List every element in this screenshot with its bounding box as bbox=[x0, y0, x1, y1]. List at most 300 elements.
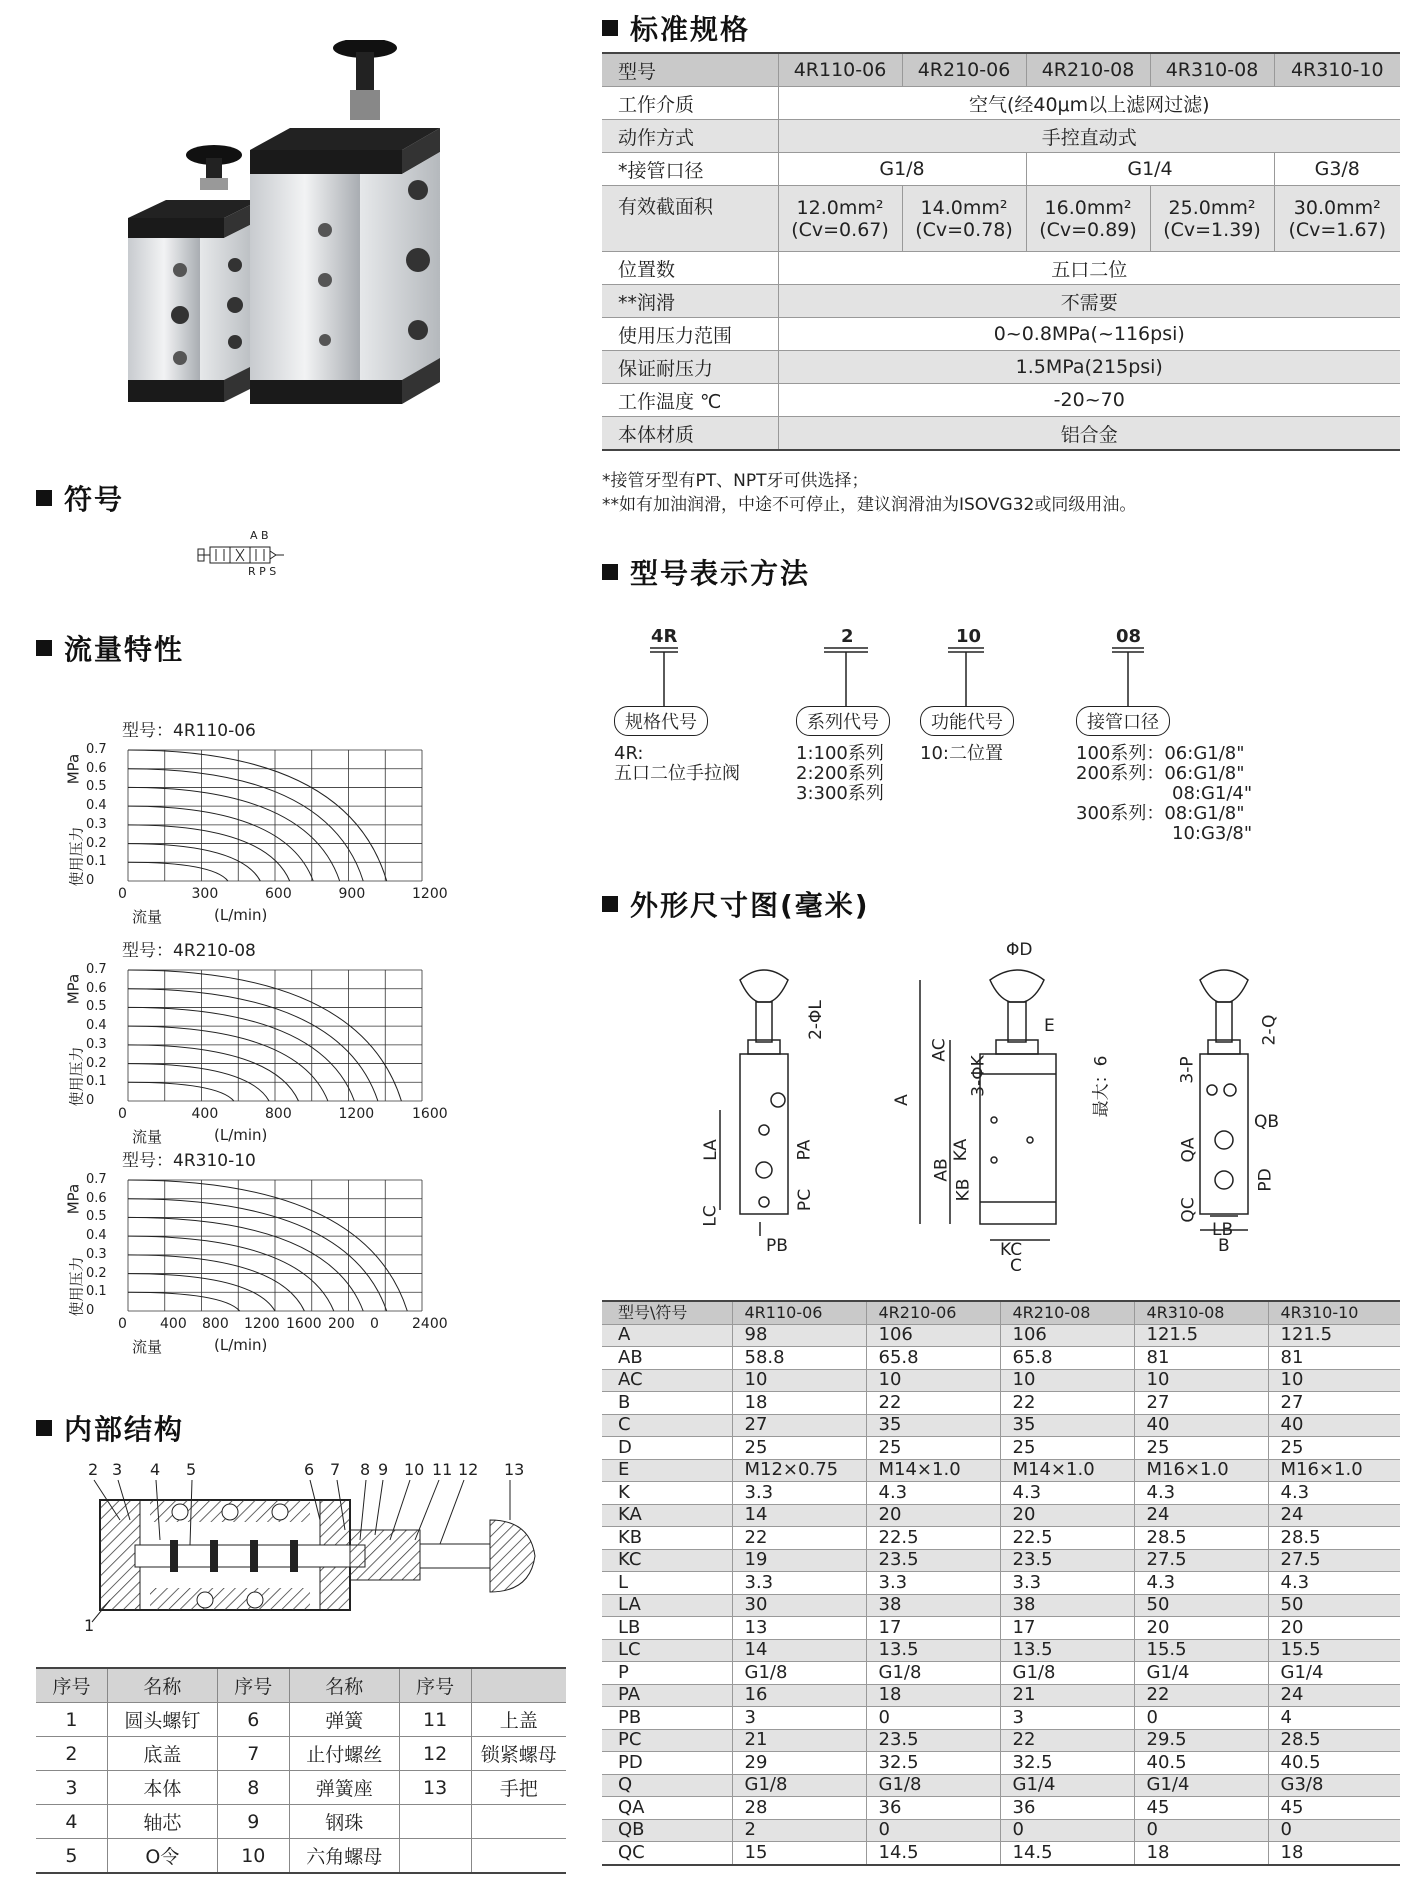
dims-cell: 45 bbox=[1268, 1797, 1400, 1820]
dims-cell: K bbox=[602, 1482, 732, 1505]
dims-cell: 65.8 bbox=[866, 1347, 1000, 1370]
spec-header-col: 4R310-10 bbox=[1274, 53, 1400, 87]
spec-header-col: 4R310-08 bbox=[1150, 53, 1274, 87]
x-tick-label: 1600 bbox=[286, 1316, 322, 1332]
y-tick-label: 0.4 bbox=[86, 1228, 107, 1244]
dims-title: 外形尺寸图(毫米) bbox=[602, 884, 870, 924]
dimension-label-k: 3-ΦK bbox=[968, 1055, 989, 1097]
internal-title: 内部结构 bbox=[36, 1408, 184, 1448]
x-tick-label: 200 bbox=[328, 1316, 355, 1332]
y-tick-label: 0.6 bbox=[86, 980, 107, 996]
parts-cell: 手把 bbox=[471, 1771, 566, 1805]
callout-number: 4 bbox=[150, 1460, 161, 1479]
dims-cell: 32.5 bbox=[866, 1752, 1000, 1775]
spec-value: G1/8 bbox=[778, 153, 1026, 186]
model-pill-spec: 规格代号 bbox=[614, 706, 708, 736]
dims-header-cell: 4R110-06 bbox=[732, 1301, 866, 1324]
spec-note-1: *接管牙型有PT、NPT牙可供选择； bbox=[602, 471, 869, 491]
dims-cell: 81 bbox=[1268, 1347, 1400, 1370]
dims-cell: AC bbox=[602, 1369, 732, 1392]
x-axis-unit: (L/min) bbox=[214, 1126, 268, 1144]
dimension-label-p3: 3-P bbox=[1177, 1056, 1198, 1084]
x-tick-label: 0 bbox=[118, 1316, 127, 1332]
x-tick-label: 0 bbox=[370, 1316, 379, 1332]
dims-cell: 10 bbox=[1000, 1369, 1134, 1392]
y-tick-label: 0.3 bbox=[86, 816, 107, 832]
dims-header-cell: 4R210-08 bbox=[1000, 1301, 1134, 1324]
parts-cell: 本体 bbox=[107, 1771, 217, 1805]
dims-cell: 22 bbox=[732, 1527, 866, 1550]
dims-cell: 28 bbox=[732, 1797, 866, 1820]
callout-number: 2 bbox=[88, 1460, 99, 1479]
dims-row bbox=[602, 1459, 1400, 1482]
y-tick-label: 0.4 bbox=[86, 1018, 107, 1034]
dims-row bbox=[602, 1482, 1400, 1505]
dims-cell: 15.5 bbox=[1268, 1639, 1400, 1662]
dims-cell: LC bbox=[602, 1639, 732, 1662]
dims-cell: 38 bbox=[866, 1594, 1000, 1617]
spec-label: 工作介质 bbox=[602, 87, 778, 120]
dims-cell: QB bbox=[602, 1819, 732, 1842]
model-code-port: 08 bbox=[1116, 626, 1142, 647]
dimension-label-l2: 2-ΦL bbox=[805, 1000, 826, 1040]
x-tick-label: 0 bbox=[118, 1106, 127, 1122]
dims-cell: M16×1.0 bbox=[1268, 1459, 1400, 1482]
dims-cell: 28.5 bbox=[1268, 1729, 1400, 1752]
x-axis-label: 流量 bbox=[132, 908, 163, 926]
flow-curve bbox=[128, 1292, 240, 1311]
parts-cell: 圆头螺钉 bbox=[107, 1703, 217, 1737]
dimension-label-e: E bbox=[1044, 1016, 1055, 1036]
dims-cell: 17 bbox=[866, 1617, 1000, 1640]
dimension-label-pa: PA bbox=[794, 1139, 815, 1161]
dims-row bbox=[602, 1594, 1400, 1617]
symbol-rps-label: R P S bbox=[248, 565, 277, 578]
dims-cell: 121.5 bbox=[1134, 1324, 1268, 1347]
parts-table bbox=[36, 1667, 566, 1874]
y-tick-label: 0.5 bbox=[86, 999, 107, 1015]
dims-cell: PB bbox=[602, 1707, 732, 1730]
y-tick-label: 0.3 bbox=[86, 1246, 107, 1262]
x-tick-label: 1200 bbox=[244, 1316, 280, 1332]
dims-cell: Q bbox=[602, 1774, 732, 1797]
dims-cell: M14×1.0 bbox=[866, 1459, 1000, 1482]
dims-cell: PD bbox=[602, 1752, 732, 1775]
dimension-label-la: LA bbox=[700, 1139, 721, 1161]
dimension-label-qa: QA bbox=[1178, 1137, 1199, 1163]
parts-cell: 5 bbox=[36, 1839, 107, 1874]
model-desc-port: 100系列：06:G1/8" 200系列：06:G1/8" 08:G1/4" 300系列：08:G1/8" 10:G3/8" bbox=[1076, 743, 1253, 844]
y-tick-label: 0.7 bbox=[86, 962, 107, 977]
dims-cell: KA bbox=[602, 1504, 732, 1527]
dims-header-cell: 4R210-06 bbox=[866, 1301, 1000, 1324]
dims-cell: 58.8 bbox=[732, 1347, 866, 1370]
y-tick-label: 0.1 bbox=[86, 1284, 107, 1300]
y-tick-label: 0.5 bbox=[86, 1209, 107, 1225]
y-axis-label: 使用压力 bbox=[67, 1256, 86, 1317]
y-tick-label: 0 bbox=[86, 873, 95, 888]
model-pill-function: 功能代号 bbox=[920, 706, 1014, 736]
model-pill-port: 接管口径 bbox=[1076, 706, 1170, 736]
dims-cell: 4.3 bbox=[1134, 1572, 1268, 1595]
dims-row bbox=[602, 1842, 1400, 1865]
callout-number: 11 bbox=[432, 1460, 453, 1479]
parts-cell: 2 bbox=[36, 1737, 107, 1771]
x-tick-label: 2400 bbox=[412, 1316, 448, 1332]
dims-cell: QC bbox=[602, 1842, 732, 1865]
x-tick-label: 600 bbox=[265, 886, 292, 902]
dims-row bbox=[602, 1324, 1400, 1347]
dimension-label-q2: 2-Q bbox=[1259, 1014, 1280, 1046]
flow-curve bbox=[128, 862, 228, 881]
spec-value: 五口二位 bbox=[778, 252, 1400, 285]
parts-cell: 六角螺母 bbox=[289, 1839, 399, 1874]
parts-cell: 4 bbox=[36, 1805, 107, 1839]
parts-cell bbox=[399, 1839, 471, 1874]
parts-cell: 上盖 bbox=[471, 1703, 566, 1737]
flow-curve bbox=[128, 1217, 363, 1311]
parts-cell: 8 bbox=[217, 1771, 289, 1805]
dims-cell: 25 bbox=[1268, 1437, 1400, 1460]
dims-cell: M14×1.0 bbox=[1000, 1459, 1134, 1482]
parts-cell: 6 bbox=[217, 1703, 289, 1737]
dims-cell: 27.5 bbox=[1268, 1549, 1400, 1572]
dimension-label-pc: PC bbox=[795, 1188, 816, 1212]
dims-cell: 23.5 bbox=[866, 1549, 1000, 1572]
dimension-label-lb: LB bbox=[1212, 1220, 1234, 1240]
dims-row bbox=[602, 1414, 1400, 1437]
dims-row bbox=[602, 1639, 1400, 1662]
dims-cell: 24 bbox=[1268, 1504, 1400, 1527]
dims-cell: 27 bbox=[1268, 1392, 1400, 1415]
dimension-label-pd: PD bbox=[1255, 1168, 1276, 1192]
dims-cell: 13 bbox=[732, 1617, 866, 1640]
dims-cell: 106 bbox=[1000, 1324, 1134, 1347]
dimension-labels bbox=[700, 940, 1300, 1276]
dims-row bbox=[602, 1729, 1400, 1752]
parts-cell bbox=[471, 1805, 566, 1839]
parts-cell: 轴芯 bbox=[107, 1805, 217, 1839]
dims-cell: 20 bbox=[866, 1504, 1000, 1527]
dims-cell: KB bbox=[602, 1527, 732, 1550]
x-tick-label: 1600 bbox=[412, 1106, 448, 1122]
y-tick-label: 0 bbox=[86, 1093, 95, 1108]
spec-value: 0~0.8MPa(~116psi) bbox=[778, 318, 1400, 351]
callout-number: 12 bbox=[458, 1460, 479, 1479]
parts-row bbox=[36, 1737, 566, 1771]
dimensions-table bbox=[602, 1300, 1400, 1866]
dims-cell: 23.5 bbox=[1000, 1549, 1134, 1572]
dims-cell: 25 bbox=[1134, 1437, 1268, 1460]
flow-chart-2-title: 型号：4R210-08 bbox=[122, 941, 256, 961]
dims-cell: 3.3 bbox=[732, 1482, 866, 1505]
spec-value: G3/8 bbox=[1274, 153, 1400, 186]
spec-label: 位置数 bbox=[602, 252, 778, 285]
dims-cell: E bbox=[602, 1459, 732, 1482]
dims-cell: M16×1.0 bbox=[1134, 1459, 1268, 1482]
dims-header-row bbox=[602, 1301, 1400, 1324]
x-axis-label: 流量 bbox=[132, 1338, 163, 1356]
dims-cell: 2 bbox=[732, 1819, 866, 1842]
dims-cell: 27.5 bbox=[1134, 1549, 1268, 1572]
dims-cell: 22 bbox=[1000, 1729, 1134, 1752]
dims-cell: 14.5 bbox=[866, 1842, 1000, 1865]
dims-cell: 18 bbox=[732, 1392, 866, 1415]
dims-cell: 4.3 bbox=[1000, 1482, 1134, 1505]
model-desc-spec: 4R: 五口二位手拉阀 bbox=[614, 743, 740, 784]
spec-value: 不需要 bbox=[778, 285, 1400, 318]
dims-cell: 0 bbox=[1134, 1707, 1268, 1730]
dimension-label-phid: ΦD bbox=[1006, 940, 1033, 960]
dims-cell: 36 bbox=[1000, 1797, 1134, 1820]
flow-curve bbox=[128, 1255, 304, 1311]
dims-cell: 16 bbox=[732, 1684, 866, 1707]
dims-cell: 24 bbox=[1134, 1504, 1268, 1527]
y-axis-unit: MPa bbox=[64, 973, 83, 1005]
callout-number: 10 bbox=[404, 1460, 425, 1479]
symbol-title: 符号 bbox=[36, 478, 124, 518]
spec-table bbox=[602, 52, 1400, 451]
dimension-label-c: C bbox=[1010, 1256, 1022, 1276]
dims-cell: 25 bbox=[866, 1437, 1000, 1460]
flow-chart-4r110 bbox=[64, 716, 470, 926]
dims-cell: 3 bbox=[732, 1707, 866, 1730]
dims-cell: 23.5 bbox=[866, 1729, 1000, 1752]
dims-cell: 4.3 bbox=[1268, 1572, 1400, 1595]
dims-cell: 40.5 bbox=[1134, 1752, 1268, 1775]
y-tick-label: 0.7 bbox=[86, 1172, 107, 1187]
spec-value: 1.5MPa(215psi) bbox=[778, 351, 1400, 384]
dims-cell: 20 bbox=[1000, 1504, 1134, 1527]
dims-cell: 14 bbox=[732, 1639, 866, 1662]
y-axis-unit: MPa bbox=[64, 1183, 83, 1215]
callout-number: 6 bbox=[304, 1460, 315, 1479]
dims-cell: 0 bbox=[1134, 1819, 1268, 1842]
parts-cell: 12 bbox=[399, 1737, 471, 1771]
dims-cell: 50 bbox=[1134, 1594, 1268, 1617]
dims-header-cell: 型号\符号 bbox=[602, 1301, 732, 1324]
dims-cell: PC bbox=[602, 1729, 732, 1752]
dims-row bbox=[602, 1617, 1400, 1640]
dims-cell: LB bbox=[602, 1617, 732, 1640]
flow-curve bbox=[128, 1045, 299, 1101]
dims-row bbox=[602, 1437, 1400, 1460]
dims-cell: 35 bbox=[1000, 1414, 1134, 1437]
model-pill-series: 系列代号 bbox=[796, 706, 890, 736]
y-tick-label: 0.4 bbox=[86, 798, 107, 814]
product-photo bbox=[120, 40, 460, 420]
dims-row bbox=[602, 1572, 1400, 1595]
dims-cell: 3 bbox=[1000, 1707, 1134, 1730]
y-axis-label: 使用压力 bbox=[67, 1046, 86, 1107]
parts-header-cell: 序号 bbox=[36, 1668, 107, 1703]
dims-cell: 22.5 bbox=[866, 1527, 1000, 1550]
dims-cell: 65.8 bbox=[1000, 1347, 1134, 1370]
dimension-label-qb: QB bbox=[1254, 1112, 1280, 1132]
dims-row bbox=[602, 1527, 1400, 1550]
dims-cell: 29.5 bbox=[1134, 1729, 1268, 1752]
x-tick-label: 400 bbox=[160, 1316, 187, 1332]
callout-number: 1 bbox=[84, 1616, 95, 1635]
dims-cell: 20 bbox=[1134, 1617, 1268, 1640]
dims-cell: G1/8 bbox=[732, 1774, 866, 1797]
dims-cell: PA bbox=[602, 1684, 732, 1707]
model-desc-series: 1:100系列 2:200系列 3:300系列 bbox=[796, 743, 884, 804]
dims-row bbox=[602, 1662, 1400, 1685]
parts-header-row bbox=[36, 1668, 566, 1703]
parts-cell: 10 bbox=[217, 1839, 289, 1874]
dims-cell: B bbox=[602, 1392, 732, 1415]
dims-cell: 14.5 bbox=[1000, 1842, 1134, 1865]
x-tick-label: 300 bbox=[191, 886, 219, 902]
dims-cell: G1/8 bbox=[732, 1662, 866, 1685]
dims-cell: 45 bbox=[1134, 1797, 1268, 1820]
dims-cell: QA bbox=[602, 1797, 732, 1820]
dims-cell: 22.5 bbox=[1000, 1527, 1134, 1550]
dims-row bbox=[602, 1819, 1400, 1842]
x-tick-label: 1200 bbox=[338, 1106, 375, 1122]
spec-label: 有效截面积 bbox=[602, 186, 778, 252]
dims-cell: 22 bbox=[1134, 1684, 1268, 1707]
flow-chart-3-title: 型号：4R310-10 bbox=[122, 1151, 256, 1171]
dims-cell: 27 bbox=[1134, 1392, 1268, 1415]
parts-cell bbox=[471, 1839, 566, 1874]
y-tick-label: 0.1 bbox=[86, 1074, 107, 1090]
dims-cell: KC bbox=[602, 1549, 732, 1572]
spec-label: 本体材质 bbox=[602, 417, 778, 451]
dims-cell: 17 bbox=[1000, 1617, 1134, 1640]
model-code-series: 4R bbox=[651, 626, 678, 647]
parts-cell: 11 bbox=[399, 1703, 471, 1737]
dims-cell: 22 bbox=[1000, 1392, 1134, 1415]
spec-area-cell: 30.0mm² (Cv=1.67) bbox=[1274, 186, 1400, 252]
dims-cell: 40 bbox=[1134, 1414, 1268, 1437]
dims-cell: 10 bbox=[732, 1369, 866, 1392]
dims-cell: 38 bbox=[1000, 1594, 1134, 1617]
parts-cell: 底盖 bbox=[107, 1737, 217, 1771]
dims-header-cell: 4R310-08 bbox=[1134, 1301, 1268, 1324]
dims-cell: 13.5 bbox=[866, 1639, 1000, 1662]
parts-header-cell: 序号 bbox=[399, 1668, 471, 1703]
parts-cell: 弹簧 bbox=[289, 1703, 399, 1737]
callout-number: 5 bbox=[186, 1460, 197, 1479]
dims-row bbox=[602, 1797, 1400, 1820]
spec-area-cell: 14.0mm² (Cv=0.78) bbox=[902, 186, 1026, 252]
dimension-label-kc: KC bbox=[1000, 1240, 1023, 1260]
dimension-label-a: A bbox=[891, 1094, 912, 1106]
flow-chart-4r210 bbox=[64, 936, 470, 1146]
parts-cell: 13 bbox=[399, 1771, 471, 1805]
dims-cell: 35 bbox=[866, 1414, 1000, 1437]
dims-cell: 3.3 bbox=[1000, 1572, 1134, 1595]
x-tick-label: 800 bbox=[202, 1316, 229, 1332]
dims-cell: G1/8 bbox=[866, 1774, 1000, 1797]
dims-cell: 81 bbox=[1134, 1347, 1268, 1370]
y-tick-label: 0 bbox=[86, 1303, 95, 1318]
dims-cell: 4.3 bbox=[1134, 1482, 1268, 1505]
dims-cell: 20 bbox=[1268, 1617, 1400, 1640]
dims-row bbox=[602, 1774, 1400, 1797]
dimension-label-pb: PB bbox=[766, 1236, 788, 1256]
dims-cell: 24 bbox=[1268, 1684, 1400, 1707]
dimension-label-qc: QC bbox=[1178, 1197, 1199, 1223]
dims-cell: 21 bbox=[1000, 1684, 1134, 1707]
dims-cell: 50 bbox=[1268, 1594, 1400, 1617]
dims-cell: 3.3 bbox=[866, 1572, 1000, 1595]
x-tick-label: 900 bbox=[338, 886, 366, 902]
y-tick-label: 0.6 bbox=[86, 760, 107, 776]
y-tick-label: 0.1 bbox=[86, 854, 107, 870]
parts-cell: 9 bbox=[217, 1805, 289, 1839]
dims-row bbox=[602, 1752, 1400, 1775]
dims-cell: 36 bbox=[866, 1797, 1000, 1820]
dims-cell: LA bbox=[602, 1594, 732, 1617]
x-tick-label: 1200 bbox=[412, 886, 448, 902]
parts-row bbox=[36, 1703, 566, 1737]
dims-cell: L bbox=[602, 1572, 732, 1595]
flow-chart-1-title: 型号：4R110-06 bbox=[122, 721, 256, 741]
flow-curve bbox=[128, 787, 340, 881]
parts-cell: 钢珠 bbox=[289, 1805, 399, 1839]
parts-header-cell: 名称 bbox=[107, 1668, 217, 1703]
parts-cell: 7 bbox=[217, 1737, 289, 1771]
spec-label: *接管口径 bbox=[602, 153, 778, 186]
spec-value: 空气(经40μm以上滤网过滤) bbox=[778, 87, 1400, 120]
x-axis-unit: (L/min) bbox=[214, 906, 268, 924]
spec-area-cell: 25.0mm² (Cv=1.39) bbox=[1150, 186, 1274, 252]
callout-number: 8 bbox=[360, 1460, 371, 1479]
parts-cell: 1 bbox=[36, 1703, 107, 1737]
callout-number: 3 bbox=[112, 1460, 123, 1479]
dims-cell: 121.5 bbox=[1268, 1324, 1400, 1347]
spec-header-col: 4R110-06 bbox=[778, 53, 902, 87]
parts-cell: 止付螺丝 bbox=[289, 1737, 399, 1771]
spec-header-row bbox=[602, 53, 1400, 87]
spec-area-cell: 12.0mm² (Cv=0.67) bbox=[778, 186, 902, 252]
dims-row bbox=[602, 1347, 1400, 1370]
dims-cell: 0 bbox=[866, 1707, 1000, 1730]
x-axis-unit: (L/min) bbox=[214, 1336, 268, 1354]
dims-cell: 98 bbox=[732, 1324, 866, 1347]
dims-cell: G1/4 bbox=[1134, 1662, 1268, 1685]
parts-row bbox=[36, 1839, 566, 1874]
flow-chart-4r310 bbox=[64, 1146, 470, 1356]
dims-cell: 0 bbox=[1268, 1819, 1400, 1842]
y-tick-label: 0.7 bbox=[86, 742, 107, 757]
spec-note-2: **如有加油润滑，中途不可停止，建议润滑油为ISOVG32或同级用油。 bbox=[602, 495, 1137, 515]
dims-cell: 4 bbox=[1268, 1707, 1400, 1730]
callout-number: 9 bbox=[378, 1460, 389, 1479]
dims-cell: M12×0.75 bbox=[732, 1459, 866, 1482]
model-desc-function: 10:二位置 bbox=[920, 743, 1003, 764]
pneumatic-symbol bbox=[196, 529, 306, 583]
dimension-label-b: B bbox=[1218, 1236, 1230, 1256]
dimension-label-ab: AB bbox=[931, 1158, 952, 1182]
dims-row bbox=[602, 1684, 1400, 1707]
parts-header-cell: 序号 bbox=[217, 1668, 289, 1703]
dims-cell: G1/4 bbox=[1134, 1774, 1268, 1797]
dims-cell: 40 bbox=[1268, 1414, 1400, 1437]
dims-cell: 27 bbox=[732, 1414, 866, 1437]
internal-callouts bbox=[80, 1460, 550, 1640]
parts-cell bbox=[399, 1805, 471, 1839]
dims-cell: 18 bbox=[866, 1684, 1000, 1707]
dims-cell: 0 bbox=[1000, 1819, 1134, 1842]
dims-cell: 25 bbox=[1000, 1437, 1134, 1460]
dims-cell: 4.3 bbox=[1268, 1482, 1400, 1505]
parts-cell: 弹簧座 bbox=[289, 1771, 399, 1805]
dims-cell: G1/8 bbox=[1000, 1662, 1134, 1685]
